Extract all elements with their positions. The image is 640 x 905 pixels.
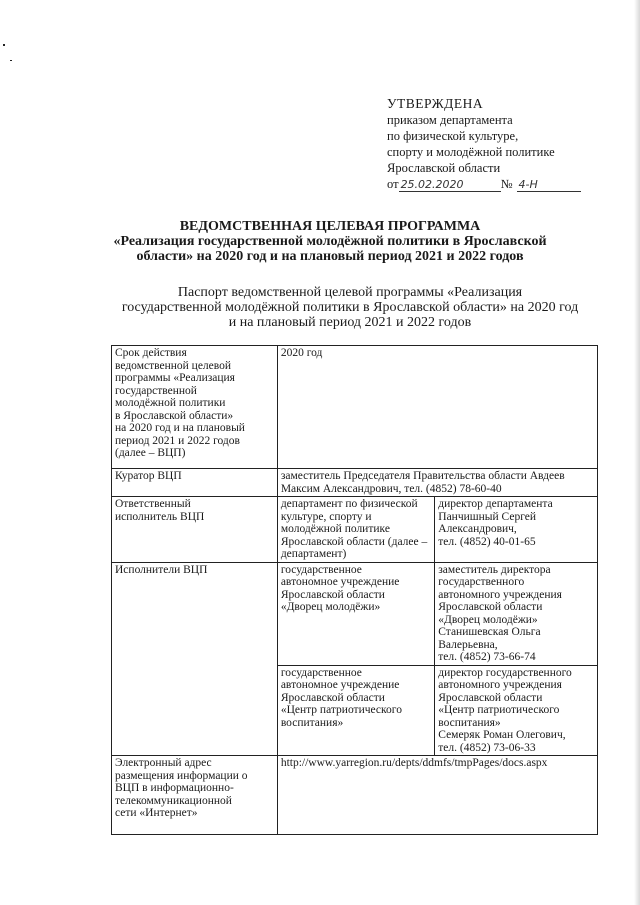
passport-line: и на плановый период 2021 и 2022 годов — [228, 315, 472, 330]
passport-table — [111, 345, 598, 835]
title-line: области» на 2020 год и на плановый период 2021 и 2022 годов — [136, 249, 524, 264]
approval-line: Ярославской области — [387, 161, 501, 175]
executor-org: государственное автономное учреждение Ярославской области «Центр патриотического воспитания» — [277, 665, 434, 756]
responsible-org: департамент по физической культуре, спорту и молодёжной политике Ярославской области (далее – департамент) — [277, 497, 434, 563]
approval-stamp: УТВЕРЖДЕНА — [387, 96, 484, 111]
responsible-label: Ответственный исполнитель ВЦП — [112, 497, 278, 563]
passport-heading — [100, 285, 600, 330]
approval-line: приказом департамента — [387, 113, 513, 127]
email-link[interactable]: http://www.yarregion.ru/depts/ddmfs/tmpPages/docs.aspx — [277, 756, 597, 835]
term-label: Срок действия ведомственной целевой программы «Реализация государственной молодёжной политики в Ярославской области» на 2020 год и на плановый период 2021 и 2022 годов (далее – ВЦП) — [112, 346, 278, 469]
table-row-term — [112, 346, 598, 469]
title-line: «Реализация государственной молодёжной политики в Ярославской — [113, 234, 547, 249]
responsible-person: директор департамента Панчишный Сергей Александрович, тел. (4852) 40-01-65 — [435, 497, 598, 563]
table-row-curator — [112, 469, 598, 497]
approval-line: спорту и молодёжной политике — [387, 145, 555, 159]
number-prefix: № — [500, 177, 513, 191]
executors-label: Исполнители ВЦП — [112, 562, 278, 756]
table-row-email — [112, 756, 598, 835]
scan-speck — [10, 60, 12, 61]
scan-speck — [3, 44, 5, 46]
approval-line: по физической культуре, — [387, 129, 519, 143]
passport-line: государственной молодёжной политики в Ярославской области» на 2020 год — [121, 300, 579, 315]
approval-number-handwritten: 4-Н — [517, 178, 581, 192]
table-row-responsible — [112, 497, 598, 563]
executor-person: директор государственного автономного учреждения Ярославской области «Центр патриотического воспитания» Семеряк Роман Олегович, тел. (4852) 73-06-33 — [435, 665, 598, 756]
executor-org: государственное автономное учреждение Ярославской области «Дворец молодёжи» — [277, 562, 434, 665]
document-title — [80, 219, 580, 264]
curator-label: Куратор ВЦП — [112, 469, 278, 497]
email-label: Электронный адрес размещения информации о ВЦП в информационно- телекоммуникационной сети «Интернет» — [112, 756, 278, 835]
passport-line: Паспорт ведомственной целевой программы «Реализация — [177, 285, 523, 300]
approval-date-line — [387, 176, 637, 192]
table-row-executor — [112, 562, 598, 665]
executor-person: заместитель директора государственного автономного учреждения Ярославской области «Дворец молодёжи» Станишевская Ольга Валерьевна, тел. (4852) 73-66-74 — [435, 562, 598, 665]
approval-block — [387, 96, 637, 192]
date-prefix: от — [387, 177, 399, 191]
approval-date-handwritten: 25.02.2020 — [399, 178, 501, 192]
curator-value: заместитель Председателя Правительства области Авдеев Максим Александрович, тел. (4852) 78-60-40 — [277, 469, 597, 497]
term-value: 2020 год — [277, 346, 597, 469]
title-line: ВЕДОМСТВЕННАЯ ЦЕЛЕВАЯ ПРОГРАММА — [179, 219, 481, 234]
